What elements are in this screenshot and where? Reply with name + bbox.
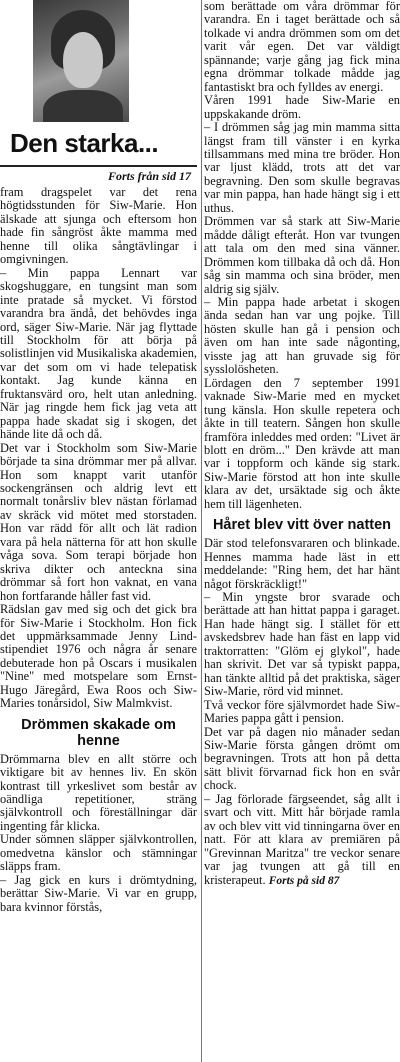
paragraph: Våren 1991 hade Siw-Marie en uppskakande dröm. [204,93,400,121]
paragraph: Lördagen den 7 september 1991 vaknade Siw-Marie med en mycket tung känsla. Hon skulle repetera och åkte in till teatern. Sången hon skulle framföra inleddes med orden: "Livet är blott en dröm..." Den krävde att man var i toppform och kände sig stark. Siw-Marie förstod att hon inte skulle klara av det, ursäktade sig och åkte hem till lägenheten. [204,375,400,511]
column-rule [201,0,202,1062]
paragraph: som berättade om våra drömmar för varandra. En i taget berättade och så tolkade vi andra drömmen som om det varit vår egen. Det var väldigt spännande; varje gång jag fick mina egna drömmar tolkade mådde jag fantastiskt bra och fylldes av energi. [204,0,400,94]
continued-from: Forts från sid 17 [107,169,191,183]
continued-on: Forts på sid 87 [268,874,340,887]
paragraph: – Min pappa Lennart var skogshuggare, en tungsint man som inte pratade så mycket. Vi förstod varandra bra ändå, det behövdes inga ord, säger Siw-Marie. När jag flyttade till Stockholm för att börja på solistlinjen vid Musikaliska akademien, var det som om vi hade telepatisk kontakt. Jag kunde känna en fruktansvärd oro, helt utan anledning. När jag ringde hem fick jag veta att pappa hade skadat sig i skogen, det hände lite då och då. [0,265,197,442]
paragraph-text: – Jag förlorade färgseendet, såg allt i svart och vitt. Mitt hår började ramla av och blev vitt vid tinningarna över en natt. För att klara av premiären på "Grevinnan Maritza" tre veckor senare var jag tvungen att gå till en kristerapeut. [204,791,400,887]
left-column [0,0,197,914]
paragraph: – Min pappa hade arbetat i skogen ända sedan han var ung pojke. Till hösten skulle han gå i pension och även om han inte sade någonting, visste jag att han gruvade sig för sysslolösheten. [204,294,400,377]
paragraph: fram dragspelet var det rena högtidsstunden för Siw-Marie. Hon älskade att sjunga och eftersom hon hade fin sångröst åkte mamma med henne till olika sångtävlingar i omgivningen. [0,185,197,267]
paragraph: – I drömmen såg jag min mamma sitta längst fram till vänster i en kyrka tillsammans med mina tre bröder. Hon var ljust klädd, trots att det var begravning. Den som skulle begravas var min pappa, han hade hängt sig i ett uthus. [204,120,400,215]
paragraph [204,793,400,888]
right-column [204,0,400,888]
paragraph: – Min yngste bror svarade och berättade att han hittat pappa i garaget. Han hade hängt sig. I stället för ett avskedsbrev hade han fäst en lapp vid traktorratten: "Glöm ej glykol", hade han skrivit. Det var så typiskt pappa, han tänkte alltid på det praktiska, säger Siw-Marie, rörd vid minnet. [204,590,400,699]
paragraph: Under sömnen släpper självkontrollen, omedvetna känslor och stämningar släpps fram. [0,832,197,874]
headline-divider [0,165,197,167]
paragraph: Där stod telefonsvararen och blinkade. Hennes mamma hade läst in ett meddelande: "Ring hem, det har hänt något förskräckligt!" [204,536,400,591]
paragraph: Det var på dagen nio månader sedan Siw-Marie första gången drömt om begravningen. Trots att hon på detta sätt blivit förvarnad fick hon en svår chock. [204,724,400,793]
paragraph: Det var i Stockholm som Siw-Marie började ta sina drömmar mer på allvar. Hon som knappt varit utanför sockengränsen och aldrig levt ett normalt tonårsliv blev nästan förlamad av skräck vid mötet med storstaden. Hon var rädd för allt och lät radion vara på hela nätterna för att hon skulle våga sova. Som terapi började hon skriva dikter och anteckna sina drömmar så fort hon vaknat, en vana hon fortfarande håller fast vid. [0,440,197,603]
subheading: Håret blev vitt över natten [212,517,392,534]
paragraph: Drömmen var så stark att Siw-Marie mådde dåligt efteråt. Hon var tvungen att tala om den med sina vänner. Drömmen kom tillbaka då och då. Hon såg sin mamma och sina bröder, men aldrig sig själv. [204,214,400,296]
paragraph: – Jag gick en kurs i drömtydning, berättar Siw-Marie. Vi var en grupp, bara kvinnor förstås, [0,872,197,914]
headline: Den starka... [10,128,159,158]
paragraph: Drömmarna blev en allt större och viktigare bit av hennes liv. En skön kontrast till yrkeslivet som består av oändliga repetitioner, sträng självkontroll och föreställningar där ingenting får klicka. [0,751,197,833]
subheading: Drömmen skakade om henne [21,716,176,749]
paragraph: Två veckor före självmordet hade Siw-Maries pappa gått i pension. [204,697,400,726]
portrait-photo [33,0,129,122]
paragraph: Rädslan gav med sig och det gick bra för Siw-Marie i Stockholm. Hon fick det uppmärksammade Jenny Lind-stipendiet 1976 och några år senare debuterade hon på Oscars i musikalen "Nine" med motspelare som Ernst-Hugo Järegård, Ewa Roos och Siw-Maries tonårsidol, Siw Malmkvist. [0,602,197,711]
